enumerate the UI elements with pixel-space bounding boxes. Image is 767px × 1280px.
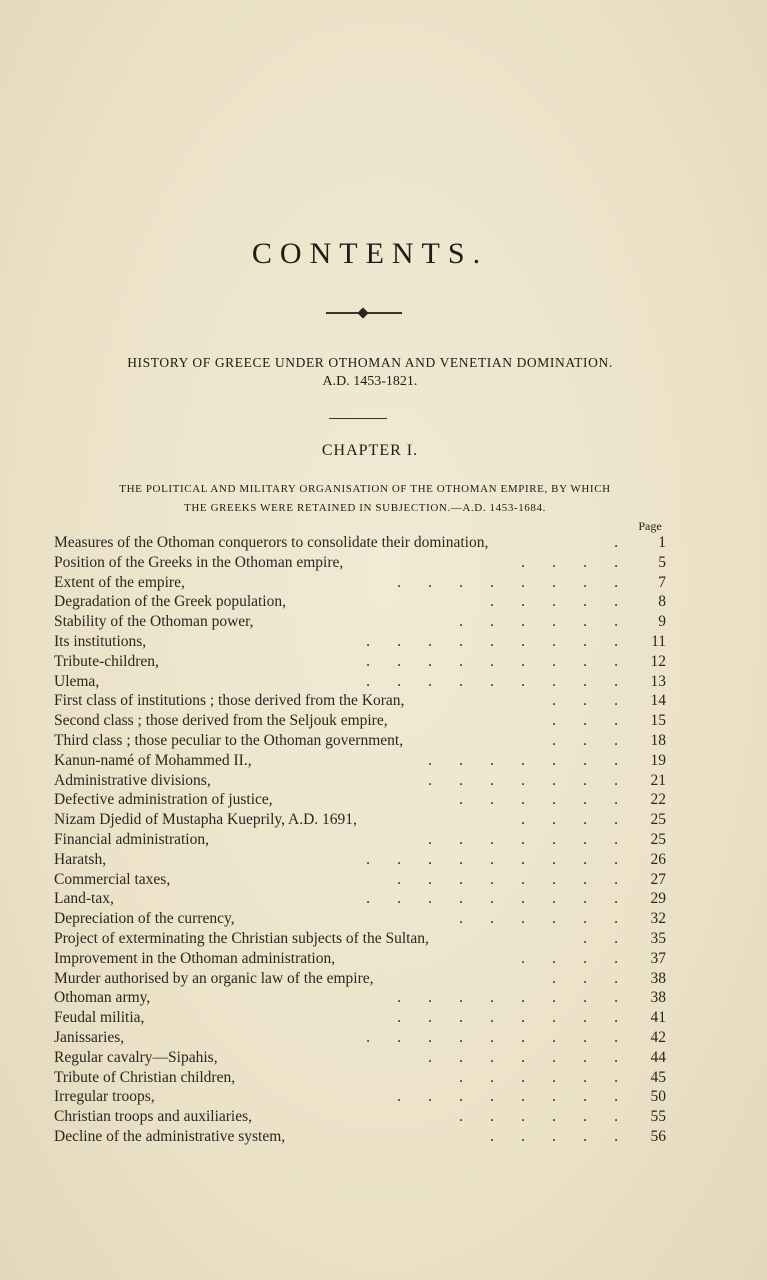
toc-entry — [54, 592, 670, 612]
chapter-title: CHAPTER I. — [321, 442, 419, 459]
toc-entry-page-number: 35 — [650, 929, 666, 947]
toc-entry-title: Administrative divisions, — [54, 771, 211, 789]
toc-entry-page-number: 13 — [650, 672, 666, 690]
toc-entry-title: Tribute of Christian children, — [54, 1068, 236, 1086]
toc-entry-leader-dots: . . . . . . . . . — [366, 672, 618, 690]
toc-entry-page-number: 15 — [650, 712, 666, 730]
toc-entry-title: Financial administration, — [54, 830, 209, 848]
toc-entry — [54, 909, 670, 929]
toc-entry-page-number: 37 — [650, 949, 666, 967]
toc-entry-title: Stability of the Othoman power, — [54, 613, 254, 631]
section-rule — [329, 418, 387, 419]
toc-entry-leader-dots: . . . . . . — [459, 791, 618, 809]
toc-entry-title: Third class ; those peculiar to the Othoman government, — [54, 731, 404, 749]
toc-entry-title: Degradation of the Greek population, — [54, 593, 286, 611]
toc-entry-title: Othoman army, — [54, 989, 151, 1007]
toc-entry-title: Feudal militia, — [54, 1009, 145, 1027]
toc-entry-leader-dots: . . . . . . . . . — [366, 890, 618, 908]
toc-entry — [54, 612, 670, 632]
toc-entry-title: Improvement in the Othoman administration, — [54, 949, 336, 967]
toc-entry-title: Janissaries, — [54, 1028, 125, 1046]
toc-entry — [54, 1008, 670, 1028]
toc-entry-leader-dots: . . . . — [521, 553, 618, 571]
toc-entry-page-number: 29 — [650, 890, 666, 908]
toc-entry-page-number: 41 — [650, 1009, 666, 1027]
toc-entry — [54, 1127, 670, 1147]
toc-entry-page-number: 27 — [650, 870, 666, 888]
toc-entry-leader-dots: . . . . . . . . . — [366, 1028, 618, 1046]
ornament-divider — [326, 312, 402, 314]
toc-entry-leader-dots: . . . — [552, 712, 618, 730]
toc-entry-title: Extent of the empire, — [54, 573, 185, 591]
toc-entry — [54, 1087, 670, 1107]
table-of-contents — [54, 533, 670, 1147]
toc-entry-title: Kanun-namé of Mohammed II., — [54, 751, 252, 769]
toc-entry-leader-dots: . . . . . — [490, 593, 618, 611]
toc-entry — [54, 751, 670, 771]
chapter-subtitle — [55, 480, 675, 518]
toc-entry-leader-dots: . . . . . . — [459, 1108, 618, 1126]
toc-entry-title: Irregular troops, — [54, 1088, 155, 1106]
toc-entry — [54, 672, 670, 692]
toc-entry-leader-dots: . . . . . . — [459, 910, 618, 928]
toc-entry — [54, 830, 670, 850]
toc-entry-leader-dots: . . . — [552, 692, 618, 710]
toc-entry-title: Depreciation of the currency, — [54, 910, 235, 928]
toc-entry-page-number: 19 — [650, 751, 666, 769]
toc-entry — [54, 1107, 670, 1127]
toc-entry-title: Commercial taxes, — [54, 870, 171, 888]
toc-entry-leader-dots: . . . . . . . . — [397, 1009, 618, 1027]
toc-entry-title: Second class ; those derived from the Seljouk empire, — [54, 712, 388, 730]
contents-heading: CONTENTS. — [251, 237, 489, 270]
toc-entry-leader-dots: . . . . — [521, 949, 618, 967]
toc-entry — [54, 1068, 670, 1088]
toc-entry-page-number: 18 — [650, 731, 666, 749]
toc-entry — [54, 632, 670, 652]
toc-entry — [54, 533, 670, 553]
toc-entry-title: Land-tax, — [54, 890, 114, 908]
toc-entry-page-number: 55 — [650, 1108, 666, 1126]
toc-entry — [54, 988, 670, 1008]
toc-entry-leader-dots: . . — [583, 929, 618, 947]
toc-entry — [54, 1048, 670, 1068]
toc-entry-title: Murder authorised by an organic law of the empire, — [54, 969, 374, 987]
toc-entry-title: Measures of the Othoman conquerors to consolidate their domination, — [54, 534, 489, 551]
toc-entry-leader-dots: . . . . . . . — [428, 751, 618, 769]
toc-entry-leader-dots: . . . . . . . — [428, 830, 618, 848]
toc-entry-page-number: 26 — [650, 850, 666, 868]
toc-entry-title: Christian troops and auxiliaries, — [54, 1108, 253, 1126]
toc-entry-page-number: 50 — [650, 1088, 666, 1106]
toc-entry-leader-dots: . . . . . . . — [428, 771, 618, 789]
toc-entry — [54, 711, 670, 731]
toc-entry-leader-dots: . . . . . . . . — [397, 870, 618, 888]
toc-entry-page-number: 45 — [650, 1068, 666, 1086]
toc-entry-title: Its institutions, — [54, 632, 147, 650]
history-date: A.D. 1453-1821. — [322, 374, 418, 389]
toc-entry-leader-dots: . . . . . . . . . — [366, 632, 618, 650]
page-column-label: Page — [638, 519, 662, 533]
toc-entry-page-number: 1 — [658, 534, 666, 551]
toc-entry-page-number: 56 — [650, 1127, 666, 1145]
toc-entry — [54, 810, 670, 830]
toc-entry-page-number: 5 — [658, 553, 666, 571]
history-title: HISTORY OF GREECE UNDER OTHOMAN AND VENETIAN DOMINATION. — [127, 355, 613, 370]
chapter-subtitle-line-2: THE GREEKS WERE RETAINED IN SUBJECTION.—A.D. 1453-1684. — [184, 502, 546, 514]
toc-entry-leader-dots: . . . . — [521, 811, 618, 829]
toc-entry-leader-dots: . . . . . . . . — [397, 1088, 618, 1106]
toc-entry-title: Ulema, — [54, 672, 100, 690]
toc-entry-leader-dots: . . . . . . . . . — [366, 850, 618, 868]
toc-entry-page-number: 9 — [658, 613, 666, 631]
toc-entry — [54, 573, 670, 593]
toc-entry-page-number: 22 — [650, 791, 666, 809]
toc-entry-page-number: 14 — [650, 692, 666, 710]
toc-entry-title: First class of institutions ; those derived from the Koran, — [54, 692, 405, 710]
toc-entry-title: Nizam Djedid of Mustapha Kueprily, A.D. 1691, — [54, 811, 357, 829]
toc-entry-page-number: 11 — [651, 632, 666, 650]
toc-entry-page-number: 42 — [650, 1028, 666, 1046]
toc-entry-page-number: 8 — [658, 593, 666, 611]
toc-entry-leader-dots: . . . . . . — [459, 613, 618, 631]
toc-entry — [54, 553, 670, 573]
toc-entry-page-number: 44 — [650, 1048, 666, 1066]
toc-entry-page-number: 25 — [650, 830, 666, 848]
toc-entry-page-number: 21 — [650, 771, 666, 789]
toc-entry-page-number: 38 — [650, 969, 666, 987]
toc-entry — [54, 870, 670, 890]
toc-entry-title: Position of the Greeks in the Othoman empire, — [54, 553, 344, 571]
toc-entry — [54, 790, 670, 810]
toc-entry-leader-dots: . . . . . . . . — [397, 573, 618, 591]
toc-entry-leader-dots: . . . . . . — [459, 1068, 618, 1086]
toc-entry-leader-dots: . . . . . — [490, 1127, 618, 1145]
toc-entry — [54, 929, 670, 949]
toc-entry-title: Regular cavalry—Sipahis, — [54, 1048, 218, 1066]
toc-entry-page-number: 7 — [658, 573, 666, 591]
toc-entry-leader-dots: . . . — [552, 731, 618, 749]
toc-entry — [54, 652, 670, 672]
toc-entry — [54, 731, 670, 751]
chapter-subtitle-line-1: THE POLITICAL AND MILITARY ORGANISATION OF THE OTHOMAN EMPIRE, BY WHICH — [119, 483, 611, 495]
toc-entry-leader-dots: . . . — [552, 969, 618, 987]
toc-entry-title: Tribute-children, — [54, 652, 159, 670]
toc-entry-title: Haratsh, — [54, 850, 107, 868]
toc-entry-page-number: 38 — [650, 989, 666, 1007]
toc-entry — [54, 691, 670, 711]
toc-entry-page-number: 25 — [650, 811, 666, 829]
toc-entry-title: Defective administration of justice, — [54, 791, 273, 809]
toc-entry — [54, 949, 670, 969]
toc-entry — [54, 850, 670, 870]
toc-entry-leader-dots: . . . . . . . — [428, 1048, 618, 1066]
toc-entry-title: Decline of the administrative system, — [54, 1127, 286, 1145]
toc-entry — [54, 771, 670, 791]
toc-entry — [54, 1028, 670, 1048]
toc-entry-leader-dots: . — [614, 534, 618, 551]
toc-entry-page-number: 32 — [650, 910, 666, 928]
toc-entry-leader-dots: . . . . . . . . — [397, 989, 618, 1007]
toc-entry — [54, 889, 670, 909]
toc-entry-leader-dots: . . . . . . . . . — [366, 652, 618, 670]
toc-entry — [54, 969, 670, 989]
toc-entry-page-number: 12 — [650, 652, 666, 670]
toc-entry-title: Project of exterminating the Christian subjects of the Sultan, — [54, 929, 429, 947]
